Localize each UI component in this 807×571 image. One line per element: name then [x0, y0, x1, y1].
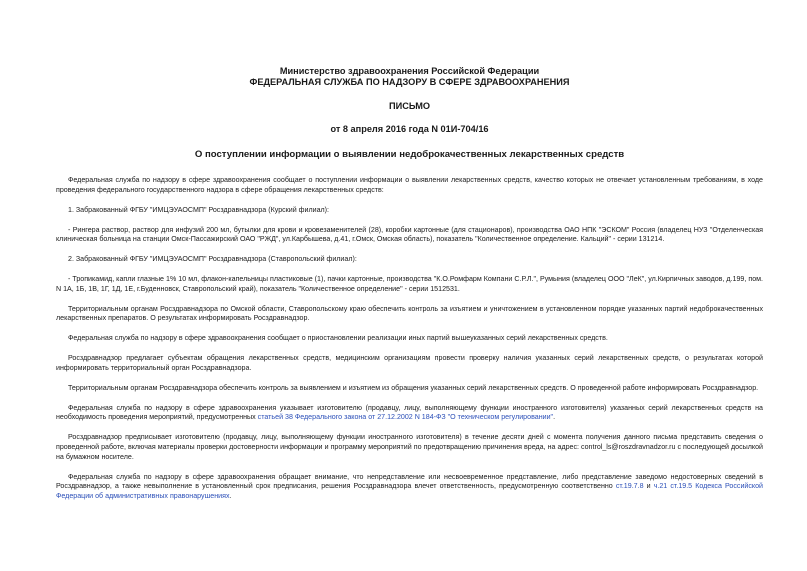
paragraph: - Тропикамид, капли глазные 1% 10 мл, флакон-капельницы пластиковые (1), пачки картонные, производства "К.О.Ромфарм Компани С.Р.Л.", Румыния (владелец ООО "ЛеК", ул.Кирпичных заводов, д.199, пом. N 1А, 1Б, 1В, 1Г, 1Д, 1Е, г.Буденновск, Ставропольский край), показатель "Количественное определение" - серии 1512531. — [56, 275, 763, 293]
paragraph-text: Федеральная служба по надзору в сфере здравоохранения указывает изготовителю (продавцу, лицу, выполняющему функции иностранного изготовителя) указанных серий лекарственных средств на необходимость проведения мероприятий, предусмотренных — [56, 403, 763, 422]
paragraph-text: Федеральная служба по надзору в сфере здравоохранения обращает внимание, что непредставление или несвоевременное представление, либо представление заведомо недостоверных сведений в Росздравнадзор, а также невыполнение в установленный срок предписания, решения Росздравнадзора влечет ответственность, предусмотренную соответственно — [56, 472, 763, 491]
paragraph: Территориальным органам Росздравнадзора обеспечить контроль за выявлением и изъятием из обращения указанных серий лекарственных средств. О проведенной работе информировать Росздравнадзор. — [68, 383, 759, 392]
ministry-name: Министерство здравоохранения Российской Федерации — [279, 66, 540, 76]
paragraph-text: . — [553, 413, 556, 422]
paragraph-text: . — [229, 491, 232, 500]
service-name: ФЕДЕРАЛЬНАЯ СЛУЖБА ПО НАДЗОРУ В СФЕРЕ ЗДРАВООХРАНЕНИЯ — [249, 77, 570, 87]
code-article-link[interactable]: ст.19.7.8 — [615, 482, 644, 491]
paragraph: - Рингера раствор, раствор для инфузий 200 мл, бутылки для крови и кровезаменителей (28), коробки картонные (для стационаров), производства ОАО НПК "ЭСКОМ" Россия (владелец НУЗ "Отделенческая клиническая больница на станции Омск-Пассажирский ОАО "РЖД", ул.Карбышева, д.41, г.Омск, Омская область), показатель "Количественное определение. Кальций" - серии 131214. — [56, 225, 763, 244]
document-header — [56, 66, 763, 88]
document-title: О поступлении информации о выявлении недоброкачественных лекарственных средств — [194, 149, 625, 160]
code-article-link[interactable]: ч.21 ст.19.5 Кодекса Российской Федерации об административных правонарушениях — [56, 482, 764, 500]
paragraph-text: и — [643, 482, 654, 491]
document-type: ПИСЬМО — [388, 101, 431, 111]
document-date: от 8 апреля 2016 года N 01И-704/16 — [330, 124, 489, 134]
paragraph: Федеральная служба по надзору в сфере здравоохранения сообщает о поступлении информации о выявлении лекарственных средств, качество которых не отвечает установленным требованиям, в ходе проведения федерального государственного надзора в сфере обращения лекарственных средств: — [56, 176, 763, 194]
paragraph: 1. Забракованный ФГБУ "ИМЦЭУАОСМП" Росздравнадзора (Курский филиал): — [68, 205, 329, 214]
law-article-link[interactable]: статьей 38 Федерального закона от 27.12.2002 N 184-ФЗ "О техническом регулировании" — [257, 413, 554, 422]
paragraph — [56, 404, 763, 423]
paragraph: Территориальным органам Росздравнадзора по Омской области, Ставропольскому краю обеспечить контроль за изъятием и уничтожением в установленном порядке указанных партий недоброкачественных лекарственных препаратов. О результатах информировать Росздравнадзор. — [56, 304, 763, 323]
paragraph: Росздравнадзор предлагает субъектам обращения лекарственных средств, медицинским организациям провести проверку наличия указанных серий лекарственных средств, о результатах которой информировать территориальный орган Росздравнадзора. — [56, 354, 763, 372]
paragraph — [56, 473, 763, 502]
paragraph: Росздравнадзор предписывает изготовителю (продавцу, лицу, выполняющему функции иностранного изготовителя) в течение десяти дней с момента получения данного письма представить сведения о проведенной работе, включая материалы проверки достоверности информации и программу мероприятий по предотвращению причинения вреда, на адрес: control_ls@roszdravnadzor.ru с последующей досылкой на бумажном носителе. — [56, 433, 763, 461]
document-body — [56, 176, 763, 501]
paragraph: Федеральная служба по надзору в сфере здравоохранения сообщает о приостановлении реализации иных партий вышеуказанных серий лекарственных средств. — [68, 334, 608, 343]
paragraph: 2. Забракованный ФГБУ "ИМЦЭУАОСМП" Росздравнадзора (Ставропольский филиал): — [68, 255, 357, 264]
